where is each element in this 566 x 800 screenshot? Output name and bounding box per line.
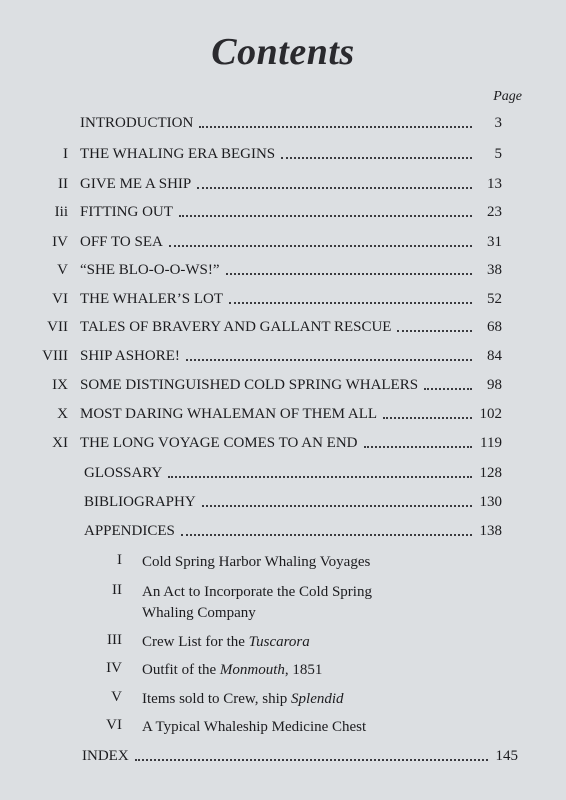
toc-entry-page: 68 xyxy=(487,319,502,335)
toc-entry-title: THE LONG VOYAGE COMES TO AN END xyxy=(80,435,358,451)
toc-entry-page: 23 xyxy=(487,204,502,220)
toc-entry-page: 84 xyxy=(487,348,502,364)
appendix-number: II xyxy=(112,582,122,598)
appendix-title-pre: Outfit of the xyxy=(142,662,220,678)
appendix-entry[interactable] xyxy=(0,552,566,574)
toc-entry-page: 138 xyxy=(479,523,502,539)
appendix-number: VI xyxy=(106,717,122,733)
chapter-number: Iii xyxy=(54,204,68,220)
toc-entry[interactable] xyxy=(0,406,566,428)
chapter-number: I xyxy=(63,146,68,162)
toc-entry-title: THE WHALER’S LOT xyxy=(80,291,224,307)
toc-entry-page: 145 xyxy=(495,748,518,764)
appendix-title-line2: Whaling Company xyxy=(142,605,256,621)
dot-leader xyxy=(199,125,472,128)
appendix-text xyxy=(142,552,370,573)
dot-leader xyxy=(226,272,472,275)
appendix-title-pre: Crew List for the xyxy=(142,634,249,650)
toc-entry-title: TALES OF BRAVERY AND GALLANT RESCUE xyxy=(80,319,392,335)
toc-entry-title: APPENDICES xyxy=(84,523,175,539)
dot-leader xyxy=(179,214,472,217)
chapter-number: IX xyxy=(52,377,68,393)
toc-entry[interactable] xyxy=(0,176,566,198)
appendix-title-post: , 1851 xyxy=(284,662,323,678)
dot-leader xyxy=(186,358,472,361)
appendix-ship-name: Monmouth xyxy=(219,662,285,678)
toc-entry[interactable] xyxy=(0,377,566,399)
toc-entry-title: OFF TO SEA xyxy=(80,234,163,250)
toc-entry-title: GIVE ME A SHIP xyxy=(80,176,192,192)
toc-entry[interactable] xyxy=(0,494,566,516)
toc-entry-page: 3 xyxy=(494,115,502,131)
toc-entry-title: SHIP ASHORE! xyxy=(80,348,180,364)
appendix-number: III xyxy=(107,632,122,648)
toc-entry[interactable] xyxy=(0,115,566,137)
chapter-number: XI xyxy=(52,435,68,451)
toc-entry[interactable] xyxy=(0,319,566,341)
dot-leader xyxy=(281,156,472,159)
appendix-number: V xyxy=(111,689,122,705)
appendix-text xyxy=(142,717,366,738)
toc-entry[interactable] xyxy=(0,262,566,284)
toc-entry-title: INTRODUCTION xyxy=(80,115,194,131)
toc-entry-title: “SHE BLO-O-O-WS!” xyxy=(80,262,220,278)
appendix-text xyxy=(142,689,344,710)
chapter-number: VIII xyxy=(42,348,68,364)
appendix-entry[interactable] xyxy=(0,689,566,711)
toc-entry-title: INDEX xyxy=(82,748,129,764)
dot-leader xyxy=(229,301,472,304)
appendix-title: A Typical Whaleship Medicine Chest xyxy=(142,719,367,735)
page-title: Contents xyxy=(211,31,355,73)
appendix-number: IV xyxy=(106,660,122,676)
toc-entry-page: 98 xyxy=(487,377,502,393)
toc-entry-index[interactable] xyxy=(0,748,566,770)
toc-entry[interactable] xyxy=(0,465,566,487)
toc-entry-page: 119 xyxy=(480,435,502,451)
toc-entry[interactable] xyxy=(0,146,566,168)
toc-entry-page: 31 xyxy=(487,234,502,250)
dot-leader xyxy=(364,445,472,448)
toc-entry-title: THE WHALING ERA BEGINS xyxy=(80,146,276,162)
toc-entry-title: FITTING OUT xyxy=(80,204,173,220)
dot-leader xyxy=(202,504,472,507)
dot-leader xyxy=(197,186,472,189)
appendix-title-pre: Items sold to Crew, ship xyxy=(142,691,292,707)
appendix-entry[interactable] xyxy=(0,717,566,739)
appendix-ship-name: Splendid xyxy=(291,691,344,707)
appendix-text xyxy=(142,582,372,624)
appendix-text xyxy=(142,632,310,653)
chapter-number: VII xyxy=(47,319,68,335)
appendix-text xyxy=(142,660,322,681)
chapter-number: II xyxy=(58,176,68,192)
toc-entry-page: 128 xyxy=(479,465,502,481)
toc-entry-title: SOME DISTINGUISHED COLD SPRING WHALERS xyxy=(80,377,419,393)
toc-entry[interactable] xyxy=(0,523,566,545)
dot-leader xyxy=(383,416,472,419)
appendix-entry[interactable] xyxy=(0,582,566,626)
toc-entry[interactable] xyxy=(0,348,566,370)
toc-entry-page: 130 xyxy=(479,494,502,510)
toc-entry-page: 38 xyxy=(487,262,502,278)
chapter-number: V xyxy=(57,262,68,278)
toc-entry-title: GLOSSARY xyxy=(84,465,163,481)
dot-leader xyxy=(135,758,488,761)
toc-entry-page: 13 xyxy=(487,176,502,192)
toc-entry-page: 5 xyxy=(494,146,502,162)
chapter-number: IV xyxy=(52,234,68,250)
dot-leader xyxy=(397,329,472,332)
chapter-number: X xyxy=(57,406,68,422)
appendix-ship-name: Tuscarora xyxy=(248,634,310,650)
chapter-number: VI xyxy=(52,291,68,307)
appendix-title: An Act to Incorporate the Cold Spring xyxy=(142,584,372,600)
appendix-entry[interactable] xyxy=(0,632,566,654)
toc-entry[interactable] xyxy=(0,234,566,256)
toc-entry-page: 52 xyxy=(487,291,502,307)
appendix-title: Cold Spring Harbor Whaling Voyages xyxy=(142,554,371,570)
toc-entry-title: BIBLIOGRAPHY xyxy=(84,494,196,510)
toc-entry-page: 102 xyxy=(479,406,502,422)
toc-entry-title: MOST DARING WHALEMAN OF THEM ALL xyxy=(80,406,378,422)
toc-entry[interactable] xyxy=(0,204,566,226)
page-column-header: Page xyxy=(493,89,522,104)
dot-leader xyxy=(168,475,472,478)
toc-entry[interactable] xyxy=(0,291,566,313)
appendix-number: I xyxy=(117,552,122,568)
dot-leader xyxy=(424,387,472,390)
dot-leader xyxy=(181,533,472,536)
toc-entry[interactable] xyxy=(0,435,566,457)
appendix-entry[interactable] xyxy=(0,660,566,682)
dot-leader xyxy=(169,244,472,247)
